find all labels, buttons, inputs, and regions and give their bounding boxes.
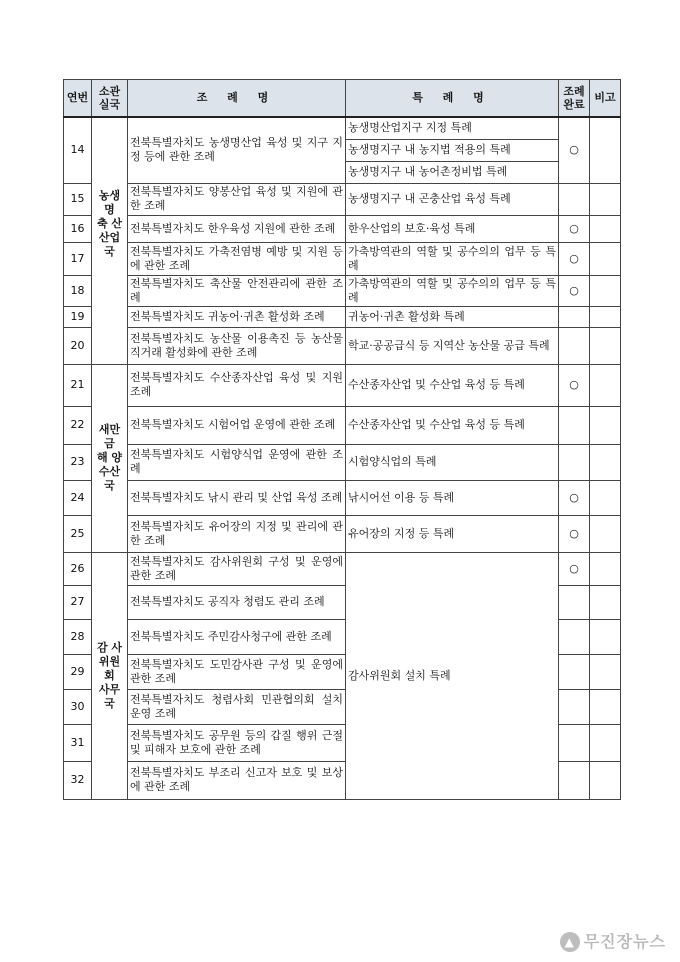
dept-agri (92, 183, 128, 364)
note-cell (590, 406, 621, 444)
done-mark (559, 585, 590, 619)
table-row (64, 406, 621, 444)
law-name: 전북특별자치도 농생명산업 육성 및 지구 지정 등에 관한 조례 (128, 117, 346, 183)
col-no-header: 연번 (64, 80, 92, 118)
done-mark (559, 183, 590, 215)
dept-ocean-line1: 새만금 (98, 423, 121, 450)
dept-audit (92, 552, 128, 799)
done-mark (559, 306, 590, 327)
note-cell (590, 761, 621, 799)
law-name: 전북특별자치도 주민감사청구에 관한 조례 (128, 619, 346, 654)
dept-agri-line3: 산업국 (98, 231, 121, 258)
table-row (64, 117, 621, 139)
law-name: 전북특별자치도 수산종자산업 육성 및 지원 조례 (128, 364, 346, 406)
special-name: 학교·공공급식 등 지역산 농산물 공급 특례 (346, 327, 559, 364)
done-mark: ○ (559, 275, 590, 306)
row-no: 26 (64, 552, 92, 585)
dept-ocean-line3: 수산국 (98, 465, 121, 492)
done-mark (559, 724, 590, 761)
note-cell (590, 306, 621, 327)
news-logo-icon: ▲ (560, 932, 580, 952)
table-row (64, 215, 621, 242)
special-name: 감사위원회 설치 특례 (346, 552, 559, 799)
done-mark (559, 619, 590, 654)
law-name: 전북특별자치도 유어장의 지정 및 관리에 관한 조례 (128, 515, 346, 552)
law-name: 전북특별자치도 시험어업 운영에 관한 조례 (128, 406, 346, 444)
law-name: 전북특별자치도 시험양식업 운영에 관한 조례 (128, 444, 346, 480)
col-note-header: 비고 (590, 80, 621, 118)
table-row (64, 444, 621, 480)
table-row (64, 364, 621, 406)
law-name: 전북특별자치도 공무원 등의 갑질 행위 근절 및 피해자 보호에 관한 조례 (128, 724, 346, 761)
col-done-header (559, 80, 590, 118)
row-no: 18 (64, 275, 92, 306)
done-mark: ○ (559, 364, 590, 406)
special-name: 농생명지구 내 농지법 적용의 특례 (346, 139, 559, 161)
special-name: 가축방역관의 역할 및 공수의의 업무 등 특례 (346, 242, 559, 275)
dept-agri-line2: 축 산 (96, 217, 123, 230)
special-name: 농생명지구 내 곤충산업 육성 특례 (346, 183, 559, 215)
done-mark (559, 761, 590, 799)
row-no: 16 (64, 215, 92, 242)
special-name: 귀농어·귀촌 활성화 특례 (346, 306, 559, 327)
table-row (64, 183, 621, 215)
special-name: 농생명산업지구 지정 특례 (346, 117, 559, 139)
row-no: 28 (64, 619, 92, 654)
table-row (64, 306, 621, 327)
done-mark: ○ (559, 480, 590, 515)
done-header-line1: 조례 (563, 85, 585, 98)
done-mark: ○ (559, 515, 590, 552)
dept-header-line2: 실국 (98, 98, 121, 111)
row-no: 20 (64, 327, 92, 364)
col-special-header: 특 례 명 (346, 80, 559, 118)
law-name: 전북특별자치도 도민감사관 구성 및 운영에 관한 조례 (128, 654, 346, 689)
law-name: 전북특별자치도 양봉산업 육성 및 지원에 관한 조례 (128, 183, 346, 215)
done-mark (559, 654, 590, 689)
law-name: 전북특별자치도 청렴사회 민관협의회 설치 운영 조례 (128, 689, 346, 724)
special-name: 가축방역관의 역할 및 공수의의 업무 등 특례 (346, 275, 559, 306)
row-no: 31 (64, 724, 92, 761)
note-cell (590, 654, 621, 689)
done-mark: ○ (559, 215, 590, 242)
row-no: 24 (64, 480, 92, 515)
row-no: 17 (64, 242, 92, 275)
note-cell (590, 364, 621, 406)
done-mark (559, 327, 590, 364)
done-mark: ○ (559, 552, 590, 585)
law-name: 전북특별자치도 공직자 청렴도 관리 조례 (128, 585, 346, 619)
row-no: 19 (64, 306, 92, 327)
special-name: 농생명지구 내 농어촌정비법 특례 (346, 161, 559, 183)
note-cell (590, 327, 621, 364)
watermark (560, 929, 666, 953)
note-cell (590, 619, 621, 654)
table-row (64, 275, 621, 306)
law-name: 전북특별자치도 귀농어·귀촌 활성화 조례 (128, 306, 346, 327)
note-cell (590, 275, 621, 306)
done-mark: ○ (559, 242, 590, 275)
special-name: 낚시어선 이용 등 특례 (346, 480, 559, 515)
row-no: 32 (64, 761, 92, 799)
done-mark (559, 689, 590, 724)
dept-ocean (92, 364, 128, 552)
note-cell (590, 724, 621, 761)
note-cell (590, 552, 621, 585)
watermark-text: 무진장뉴스 (583, 931, 666, 951)
table-row (64, 552, 621, 585)
row-no: 23 (64, 444, 92, 480)
table-row (64, 327, 621, 364)
special-name: 한우산업의 보호·육성 특례 (346, 215, 559, 242)
table-row (64, 480, 621, 515)
ordinance-table (63, 79, 621, 800)
row-no: 14 (64, 117, 92, 183)
row-no: 25 (64, 515, 92, 552)
row-no: 21 (64, 364, 92, 406)
done-mark: ○ (559, 117, 590, 183)
note-cell (590, 242, 621, 275)
table-row (64, 515, 621, 552)
dept-audit-line2: 위원회 (98, 654, 121, 682)
law-name: 전북특별자치도 농산물 이용촉진 등 농산물 직거래 활성화에 관한 조례 (128, 327, 346, 364)
note-cell (590, 689, 621, 724)
row-no: 22 (64, 406, 92, 444)
done-mark (559, 444, 590, 480)
note-cell (590, 117, 621, 183)
row-no: 29 (64, 654, 92, 689)
law-name: 전북특별자치도 가축전염병 예방 및 지원 등에 관한 조례 (128, 242, 346, 275)
law-name: 전북특별자치도 감사위원회 구성 및 운영에 관한 조례 (128, 552, 346, 585)
special-name: 유어장의 지정 등 특례 (346, 515, 559, 552)
table-row (64, 242, 621, 275)
note-cell (590, 444, 621, 480)
note-cell (590, 215, 621, 242)
dept-audit-line3: 사무국 (98, 682, 121, 710)
header-row (64, 80, 621, 118)
done-header-line2: 완료 (563, 98, 585, 111)
note-cell (590, 585, 621, 619)
law-name: 전북특별자치도 한우육성 지원에 관한 조례 (128, 215, 346, 242)
dept-ocean-line2: 해 양 (96, 451, 123, 464)
row-no: 27 (64, 585, 92, 619)
law-name: 전북특별자치도 축산물 안전관리에 관한 조례 (128, 275, 346, 306)
law-name: 전북특별자치도 낚시 관리 및 산업 육성 조례 (128, 480, 346, 515)
row-no: 15 (64, 183, 92, 215)
dept-header-line1: 소관 (98, 85, 121, 98)
special-name: 수산종자산업 및 수산업 육성 등 특례 (346, 406, 559, 444)
done-mark (559, 406, 590, 444)
dept-agri-line1: 농생명 (98, 189, 121, 216)
row-no: 30 (64, 689, 92, 724)
dept-audit-line1: 감 사 (96, 640, 123, 654)
note-cell (590, 480, 621, 515)
col-law-header: 조 례 명 (128, 80, 346, 118)
special-name: 시험양식업의 특례 (346, 444, 559, 480)
note-cell (590, 515, 621, 552)
special-name: 수산종자산업 및 수산업 육성 등 특례 (346, 364, 559, 406)
law-name: 전북특별자치도 부조리 신고자 보호 및 보상에 관한 조례 (128, 761, 346, 799)
col-dept-header (92, 80, 128, 118)
note-cell (590, 183, 621, 215)
